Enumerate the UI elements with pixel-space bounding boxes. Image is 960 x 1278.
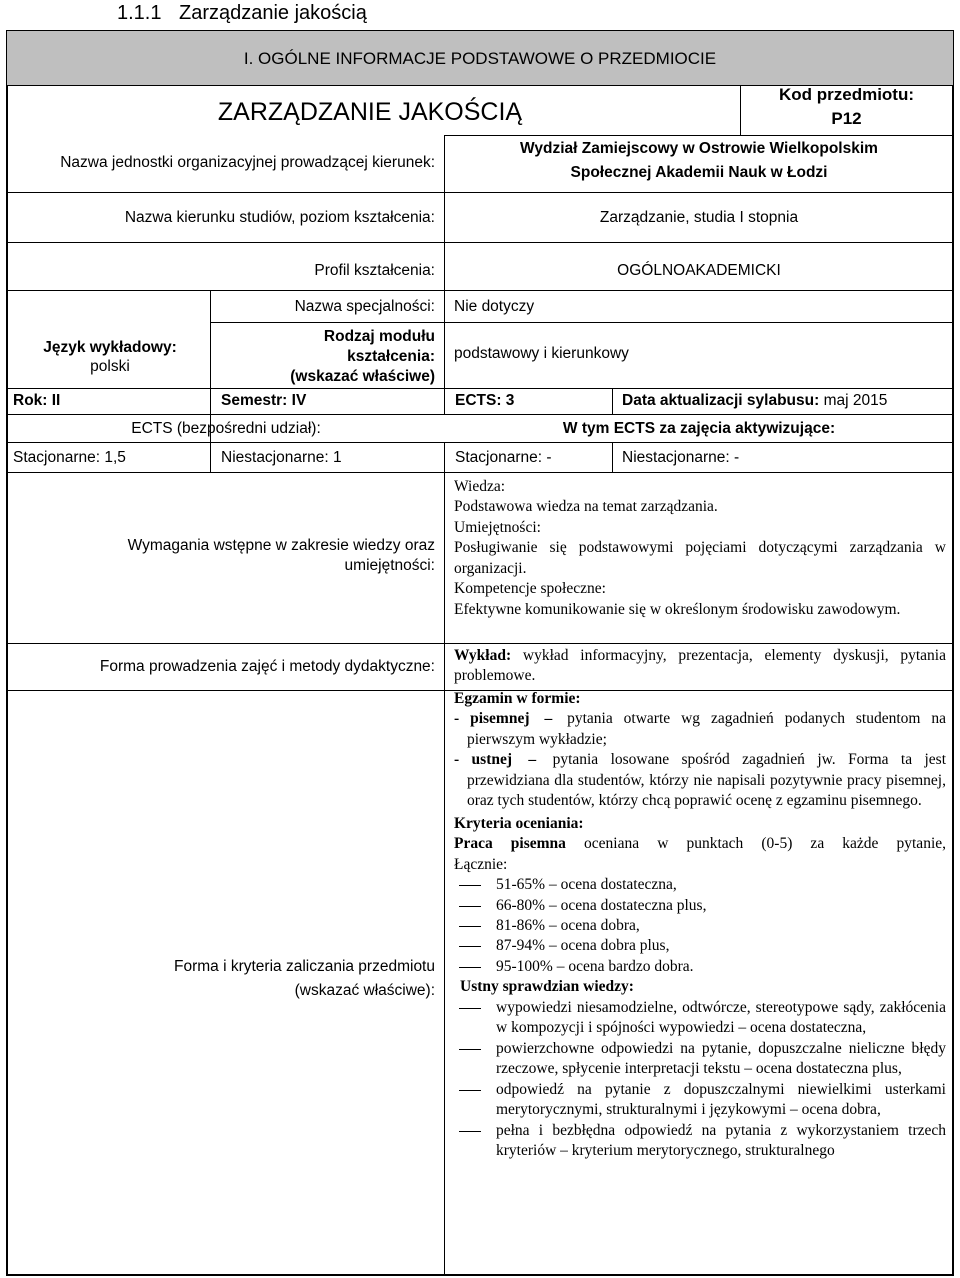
dash-bullet-icon xyxy=(459,1049,481,1050)
semester-value: Semestr: IV xyxy=(221,392,307,409)
code-value: P12 xyxy=(831,109,862,128)
prereq-label-line2: umiejętności: xyxy=(344,557,435,575)
grade-item xyxy=(459,916,946,936)
written-text: pytania otwarte wg zagadnień podanych studentom na pierwszym wykładzie; xyxy=(467,710,947,748)
ects-active-head: W tym ECTS za zajęcia aktywizujące: xyxy=(562,420,836,437)
prereq-label xyxy=(40,536,435,577)
profile-label: Profil kształcenia: xyxy=(314,262,435,279)
module-label-line3: (wskazać właściwe) xyxy=(290,368,435,385)
specialty-label: Nazwa specjalności: xyxy=(294,298,435,315)
divider xyxy=(7,242,953,243)
code-label: Kod przedmiotu: xyxy=(778,85,915,104)
oral-criteria-list xyxy=(454,998,946,1162)
grade-item xyxy=(459,875,946,895)
dash-bullet-icon xyxy=(459,906,481,907)
document-heading xyxy=(117,0,367,26)
methods-label: Forma prowadzenia zajęć i metody dydaktyczne: xyxy=(99,658,435,675)
grade-text: 95-100% – ocena bardzo dobra. xyxy=(496,957,694,975)
divider xyxy=(7,192,953,193)
divider xyxy=(7,414,953,415)
grade-list xyxy=(454,875,946,977)
methods-content xyxy=(454,646,946,687)
update-date-label: Data aktualizacji sylabusu: xyxy=(622,392,820,409)
module-value: podstawowy i kierunkowy xyxy=(454,345,629,362)
update-date-value: maj 2015 xyxy=(823,392,888,409)
oral-crit-head: Ustny sprawdzian wiedzy: xyxy=(460,978,634,996)
dash-bullet-icon xyxy=(459,1131,481,1132)
divider xyxy=(7,388,953,389)
dash-bullet-icon xyxy=(459,946,481,947)
divider xyxy=(7,643,953,644)
prereq-label-line1: Wymagania wstępne w zakresie wiedzy oraz xyxy=(127,537,435,554)
ects-niestac-active: Niestacjonarne: - xyxy=(622,449,740,466)
divider xyxy=(444,472,445,1276)
assessment-label-line2: (wskazać właściwe): xyxy=(294,982,435,1000)
language-value: polski xyxy=(90,358,130,375)
specialty-value: Nie dotyczy xyxy=(454,298,535,315)
field-value: Zarządzanie, studia I stopnia xyxy=(599,209,799,226)
exam-written xyxy=(454,709,946,750)
oral-text: pytania losowane spośród zagadnień jw. Forma ta jest przewidziana dla studentów, którzy nie napisali pozytywnie pracy pisemnej, oraz tych studentów, którzy chcą poprawić ocenę z egzaminu pisemnego. xyxy=(467,751,947,810)
total-label: Łącznie: xyxy=(454,855,508,873)
divider xyxy=(7,472,953,473)
dash-bullet-icon xyxy=(459,926,481,927)
unit-value-line1: Wydział Zamiejscowy w Ostrowie Wielkopolskim xyxy=(520,140,878,157)
grade-item xyxy=(459,896,946,916)
dash-bullet-icon xyxy=(459,885,481,886)
prereq-content xyxy=(454,477,946,620)
oral-criterion-text: pełna i bezbłędna odpowiedź na pytania z wykorzystaniem trzech kryteriów – kryterium merytorycznego, strukturalnego xyxy=(496,1121,946,1159)
update-date xyxy=(622,391,887,411)
knowledge-text: Podstawowa wiedza na temat zarządzania. xyxy=(454,498,718,516)
competence-head: Kompetencje społeczne: xyxy=(454,580,606,598)
heading-number: 1.1.1 xyxy=(117,2,162,24)
oral-criterion-text: wypowiedzi niesamodzielne, odtwórcze, stereotypowe sądy, zakłócenia w kompozycji i spójności wypowiedzi – ocena dostateczna, xyxy=(496,998,946,1037)
oral-criterion-item xyxy=(459,1039,946,1080)
oral-criterion-text: powierzchowne odpowiedzi na pytanie, dopuszczalne nieliczne błędy rzeczowe, spłycenie interpretacji tekstu – ocena dostateczna plus, xyxy=(496,1039,946,1078)
heading-title: Zarządzanie jakością xyxy=(179,2,367,24)
competence-text: Efektywne komunikowanie się w określonym środowisku zawodowym. xyxy=(454,600,901,618)
grade-text: 66-80% – ocena dostateczna plus, xyxy=(496,896,707,914)
divider xyxy=(444,388,445,414)
written-crit-text: oceniana w punktach (0-5) za każde pytanie, xyxy=(584,835,946,853)
methods-head: Wykład: xyxy=(454,647,512,664)
dash-bullet-icon xyxy=(459,1008,481,1009)
assessment-label-line1: Forma i kryteria zaliczania przedmiotu xyxy=(173,958,435,975)
profile-value: OGÓLNOAKADEMICKI xyxy=(617,262,781,279)
divider xyxy=(444,442,445,472)
section-title: I. OGÓLNE INFORMACJE PODSTAWOWE O PRZEDMIOCIE xyxy=(7,31,953,85)
grade-text: 81-86% – ocena dobra, xyxy=(496,916,640,934)
oral-criterion-item xyxy=(459,998,946,1039)
skills-text: Posługiwanie się podstawowymi pojęciami dotyczącymi zarządzania w organizacji. xyxy=(454,539,946,577)
module-label-line2: kształcenia: xyxy=(347,348,435,365)
assessment-content xyxy=(454,689,946,1161)
year-value: Rok: II xyxy=(13,392,61,409)
oral-criterion-item xyxy=(459,1121,946,1162)
divider xyxy=(444,135,953,136)
grade-item xyxy=(459,936,946,956)
oral-criterion-item xyxy=(459,1080,946,1121)
criteria-head: Kryteria oceniania: xyxy=(454,814,584,832)
written-criteria xyxy=(454,834,946,854)
oral-prefix: - ustnej xyxy=(454,751,513,769)
knowledge-head: Wiedza: xyxy=(454,478,506,495)
field-label: Nazwa kierunku studiów, poziom kształcenia: xyxy=(124,209,435,226)
skills-head: Umiejętności: xyxy=(454,518,541,536)
divider xyxy=(7,442,953,443)
dash-bullet-icon xyxy=(459,1090,481,1091)
assessment-label xyxy=(40,955,435,1003)
oral-criterion-text: odpowiedź na pytanie z dopuszczalnymi niewielkimi usterkami merytorycznymi, strukturalnymi i językowymi – ocena dobra, xyxy=(496,1080,946,1119)
unit-value-line2: Społecznej Akademii Nauk w Łodzi xyxy=(570,164,828,181)
module-label-line1: Rodzaj modułu xyxy=(323,328,435,345)
ects-stac-active: Stacjonarne: - xyxy=(455,449,552,466)
written-dash: – xyxy=(544,710,553,728)
ects-total: ECTS: 3 xyxy=(455,392,515,409)
ects-stac-direct: Stacjonarne: 1,5 xyxy=(13,449,126,466)
methods-text: wykład informacyjny, prezentacja, elementy dyskusji, pytania problemowe. xyxy=(454,647,946,685)
exam-head: Egzamin w formie: xyxy=(454,690,581,707)
grade-text: 87-94% – ocena dobra plus, xyxy=(496,937,670,955)
course-name: ZARZĄDZANIE JAKOŚCIĄ xyxy=(217,98,523,126)
divider xyxy=(612,388,613,414)
unit-label: Nazwa jednostki organizacyjnej prowadzącej kierunek: xyxy=(60,154,435,171)
divider xyxy=(210,322,953,323)
divider xyxy=(444,290,445,388)
ects-direct-head: ECTS (bezpośredni udział): xyxy=(131,420,321,437)
grade-item xyxy=(459,957,946,977)
oral-dash: – xyxy=(528,751,537,769)
written-crit-head: Praca pisemna xyxy=(454,835,566,853)
grade-text: 51-65% – ocena dostateczna, xyxy=(496,876,677,894)
language-label: Język wykładowy: xyxy=(43,339,177,356)
dash-bullet-icon xyxy=(459,967,481,968)
written-prefix: - pisemnej xyxy=(454,710,530,728)
exam-oral xyxy=(454,750,946,811)
divider xyxy=(210,290,211,388)
divider xyxy=(612,442,613,472)
ects-niestac-direct: Niestacjonarne: 1 xyxy=(221,449,342,466)
divider xyxy=(7,290,953,291)
